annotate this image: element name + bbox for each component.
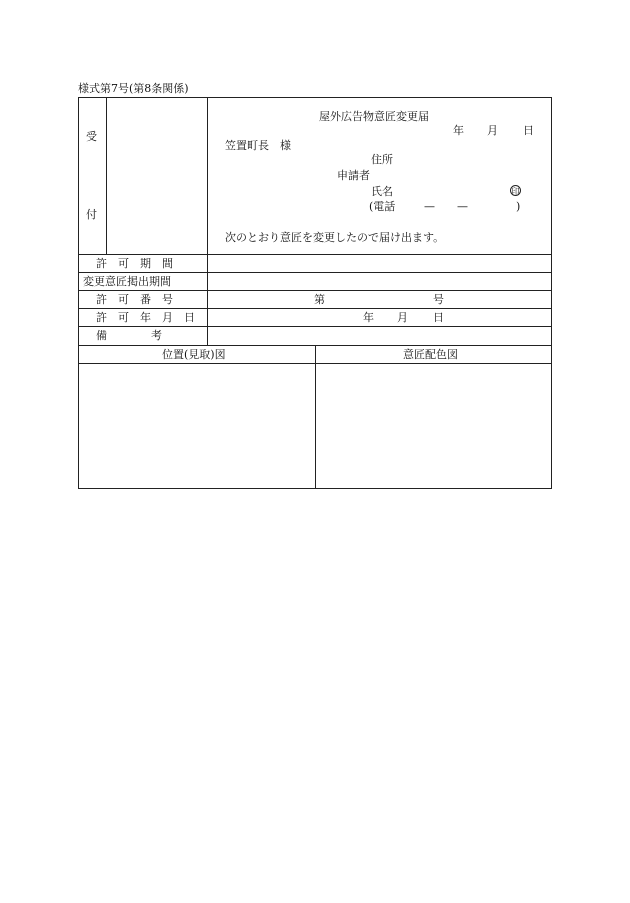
- permit-date-day: 日: [433, 311, 444, 324]
- notice-title: 屋外広告物意匠変更届: [319, 110, 429, 123]
- phone-close: ): [516, 200, 521, 213]
- permit-number-prefix: 第: [314, 293, 325, 306]
- row-divider: [78, 272, 552, 273]
- row-divider: [78, 290, 552, 291]
- addressee: 笠置町長 様: [225, 139, 291, 152]
- date-year-label: 年: [453, 124, 464, 137]
- row-label-permit-date: 許 可 年 月 日: [96, 311, 195, 324]
- row-divider: [78, 254, 552, 255]
- permit-date-month: 月: [397, 311, 408, 324]
- receipt-char-bottom: 付: [86, 208, 97, 221]
- receipt-char-top: 受: [86, 130, 97, 143]
- row-label-permit-number: 許 可 番 号: [96, 293, 173, 306]
- row-divider: [78, 326, 552, 327]
- row-label-change-period: 変更意匠掲出期間: [83, 275, 171, 288]
- permit-date-year: 年: [363, 311, 374, 324]
- row-label-remarks: 備 考: [96, 329, 162, 342]
- seal-mark: 印: [511, 187, 520, 196]
- date-day-label: 日: [523, 124, 534, 137]
- form-number-label: 様式第7号(第8条関係): [78, 82, 189, 95]
- phone-dash-2: —: [457, 200, 468, 213]
- date-month-label: 月: [487, 124, 498, 137]
- applicant-label: 申請者: [337, 169, 370, 182]
- permit-number-suffix: 号: [433, 293, 444, 306]
- address-label: 住所: [371, 153, 393, 166]
- drawing-column-divider: [315, 345, 316, 489]
- notice-statement: 次のとおり意匠を変更したので届け出ます。: [225, 231, 445, 244]
- label-column-divider: [207, 97, 208, 345]
- location-map-header: 位置(見取)図: [162, 348, 226, 361]
- design-color-header: 意匠配色図: [403, 348, 458, 361]
- row-divider: [78, 308, 552, 309]
- row-label-permit-period: 許 可 期 間: [96, 257, 173, 270]
- phone-label: (電話: [369, 200, 396, 213]
- name-label: 氏名: [371, 185, 393, 198]
- receipt-column-divider: [106, 97, 107, 254]
- phone-dash-1: —: [424, 200, 435, 213]
